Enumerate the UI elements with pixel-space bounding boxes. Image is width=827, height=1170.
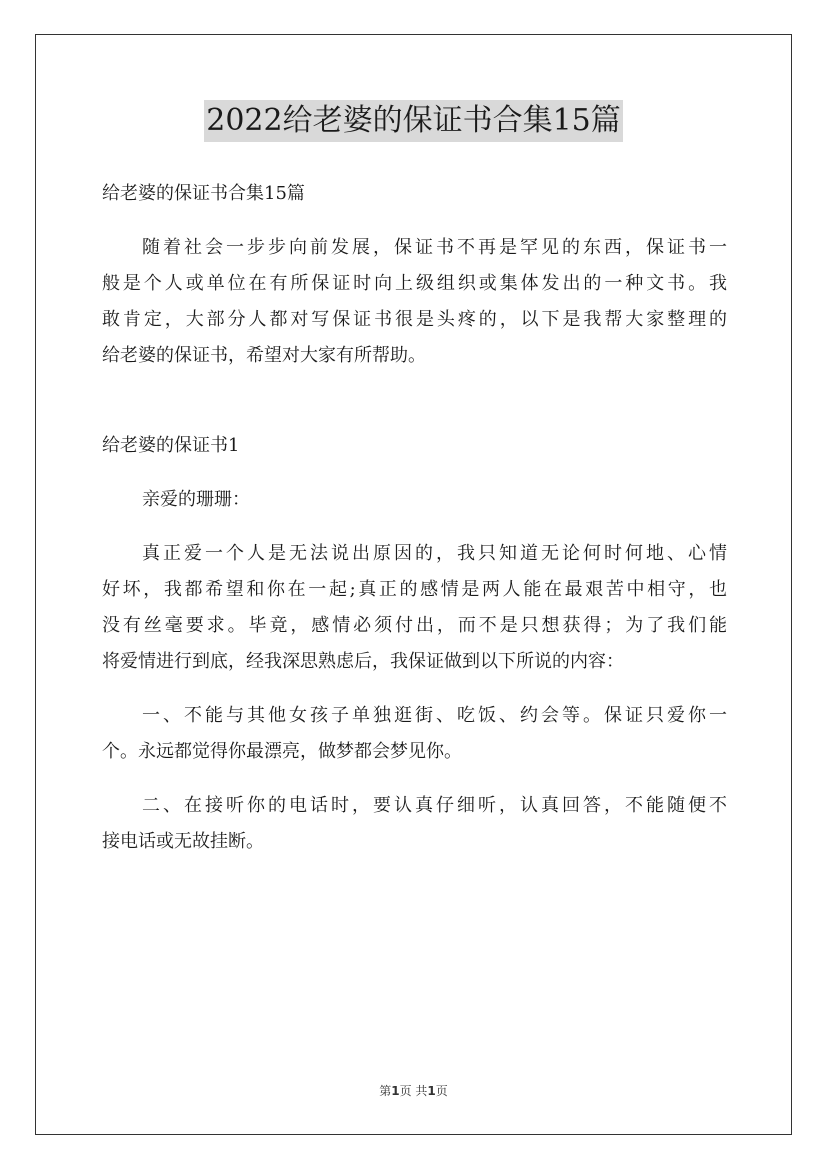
paragraph-line: 一、不能与其他女孩子单独逛街、吃饭、约会等。保证只爱你一 <box>142 705 727 726</box>
body-paragraph-1 <box>102 536 727 680</box>
paragraph-line: 没有丝毫要求。毕竟，感情必须付出，而不是只想获得；为了我们能 <box>102 615 727 636</box>
section-heading: 给老婆的保证书1 <box>102 435 240 456</box>
salutation: 亲爱的珊珊： <box>142 489 250 510</box>
document-body <box>102 176 727 860</box>
footer-page-current: 1 <box>391 1084 400 1098</box>
intro-paragraph <box>102 230 727 374</box>
footer-prefix: 第 <box>379 1084 392 1098</box>
intro-line: 敢肯定，大部分人都对写保证书很是头疼的，以下是我帮大家整理的 <box>102 309 727 330</box>
paragraph-line: 个。永远都觉得你最漂亮，做梦都会梦见你。 <box>102 741 462 762</box>
document-subtitle: 给老婆的保证书合集15篇 <box>102 183 305 204</box>
title-container <box>0 100 827 142</box>
footer-mid: 页 共 <box>399 1084 428 1098</box>
paragraph-line: 接电话或无故挂断。 <box>102 831 264 852</box>
footer-page-total: 1 <box>427 1084 436 1098</box>
intro-line: 随着社会一步步向前发展，保证书不再是罕见的东西，保证书一 <box>142 237 727 258</box>
footer-suffix: 页 <box>435 1084 448 1098</box>
page-footer <box>0 1082 827 1099</box>
intro-line: 般是个人或单位在有所保证时向上级组织或集体发出的一种文书。我 <box>102 273 727 294</box>
paragraph-line: 真正爱一个人是无法说出原因的，我只知道无论何时何地、心情 <box>142 543 727 564</box>
paragraph-line: 好坏，我都希望和你在一起;真正的感情是两人能在最艰苦中相守，也 <box>102 579 727 600</box>
intro-line: 给老婆的保证书，希望对大家有所帮助。 <box>102 345 426 366</box>
paragraph-line: 将爱情进行到底，经我深思熟虑后，我保证做到以下所说的内容： <box>102 651 624 672</box>
body-paragraph-2 <box>102 698 727 770</box>
body-paragraph-3 <box>102 788 727 860</box>
paragraph-line: 二、在接听你的电话时，要认真仔细听，认真回答，不能随便不 <box>142 795 727 816</box>
document-title: 2022给老婆的保证书合集15篇 <box>204 100 623 142</box>
